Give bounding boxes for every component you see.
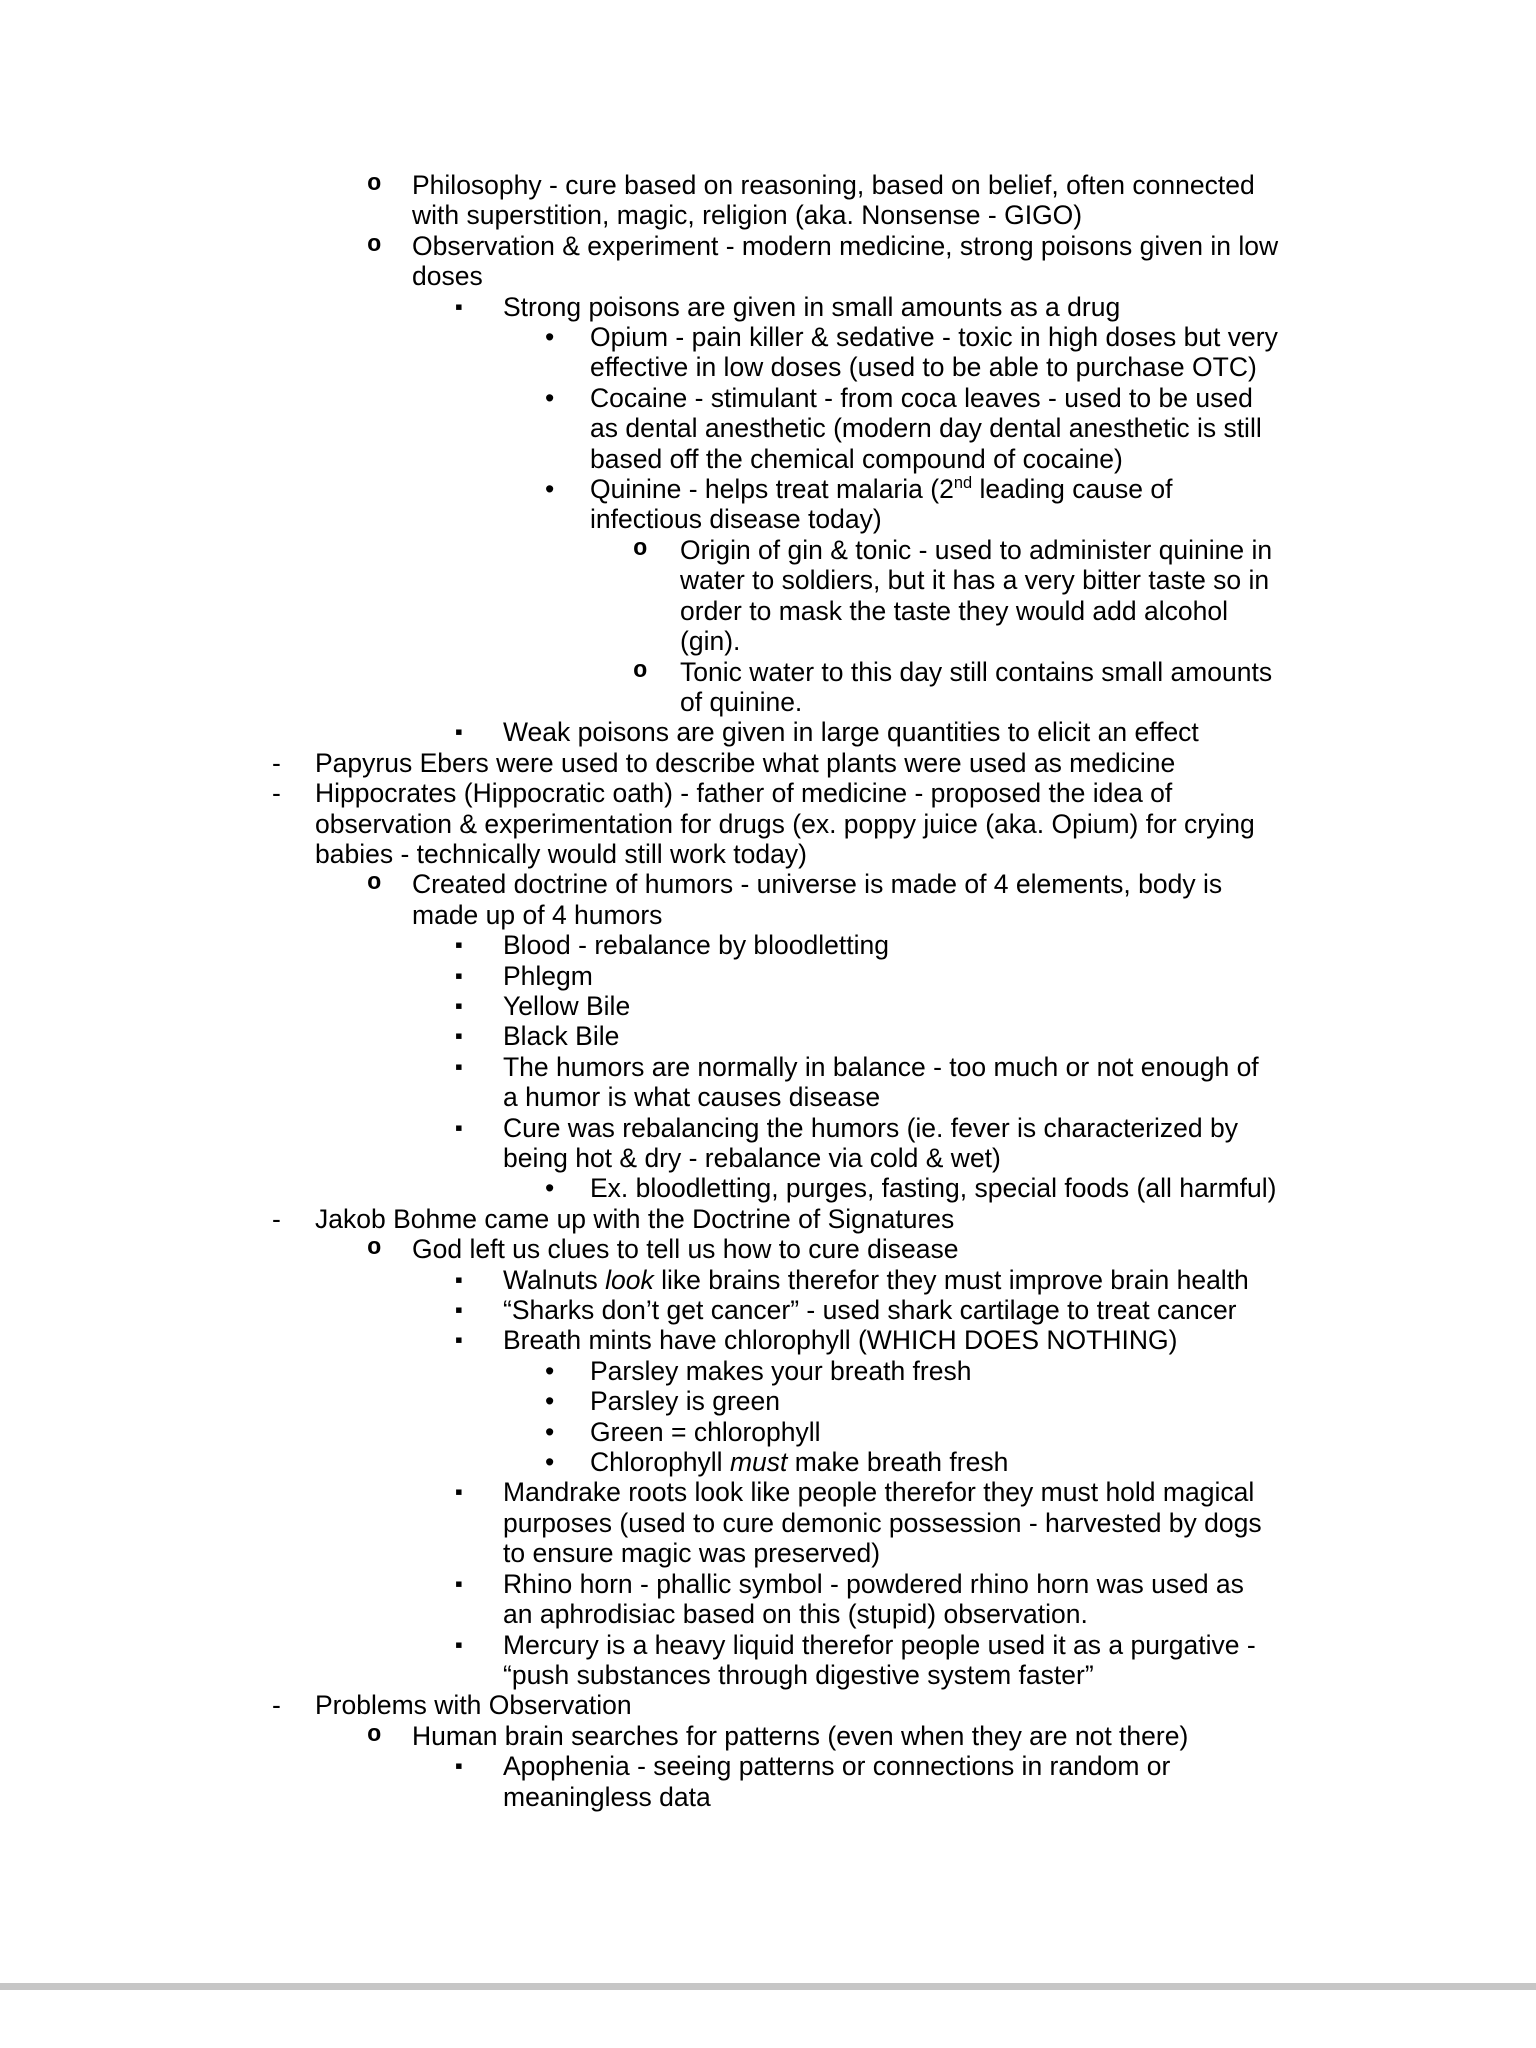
bullet-square-icon: ▪ — [455, 1266, 463, 1292]
bullet-o-icon: o — [633, 657, 648, 685]
list-item-text: Mandrake roots look like people therefor they must hold magical purposes (used to cure demonic possession - harvested by dogs to ensure magic was preserved) — [503, 1477, 1262, 1569]
bullet-square-icon: ▪ — [455, 1023, 463, 1049]
list-item-text: Problems with Observation — [315, 1690, 632, 1721]
list-item — [0, 1356, 1279, 1386]
list-item — [0, 991, 1279, 1021]
list-item-text: Weak poisons are given in large quantities to elicit an effect — [503, 717, 1199, 748]
list-item — [0, 748, 1279, 778]
list-item — [0, 535, 1279, 657]
list-item-text: Black Bile — [503, 1021, 620, 1052]
bullet-square-icon: ▪ — [455, 962, 463, 988]
list-item — [0, 1386, 1279, 1416]
bullet-square-icon: ▪ — [455, 1570, 463, 1596]
bullet-square-icon: ▪ — [455, 293, 463, 319]
list-item — [0, 1630, 1279, 1691]
bullet-square-icon: ▪ — [455, 1327, 463, 1353]
list-item — [0, 1690, 1279, 1720]
list-item-text: Rhino horn - phallic symbol - powdered rhino horn was used as an aphrodisiac based on this (stupid) observation. — [503, 1568, 1244, 1630]
bullet-o-icon: o — [367, 171, 382, 198]
list-item-text: Created doctrine of humors - universe is made of 4 elements, body is made up of 4 humors — [412, 869, 1223, 930]
bullet-square-icon: ▪ — [455, 992, 463, 1018]
list-item-text: Jakob Bohme came up with the Doctrine of Signatures — [315, 1203, 955, 1234]
bullet-o-icon: o — [367, 1721, 382, 1749]
bullet-dash-icon: - — [272, 1203, 281, 1234]
list-item — [0, 778, 1279, 869]
list-item-text: Parsley makes your breath fresh — [590, 1355, 972, 1386]
list-item-text: God left us clues to tell us how to cure disease — [412, 1234, 959, 1265]
list-item — [0, 170, 1279, 231]
list-item — [0, 1234, 1279, 1264]
bullet-square-icon: ▪ — [455, 1053, 463, 1079]
list-item-text: Cocaine - stimulant - from coca leaves - used to be used as dental anesthetic (modern day dental anesthetic is still based off the chemical compound of cocaine) — [590, 382, 1262, 474]
list-item-text: Blood - rebalance by bloodletting — [503, 930, 889, 961]
list-item-text: Strong poisons are given in small amounts as a drug — [503, 291, 1121, 322]
bullet-dot-icon: • — [545, 474, 555, 505]
bullet-square-icon: ▪ — [455, 1753, 463, 1779]
list-item-text: Opium - pain killer & sedative - toxic in high doses but very effective in low doses (used to be able to purchase OTC) — [590, 322, 1278, 383]
list-item — [0, 1113, 1279, 1174]
list-item-text: “Sharks don’t get cancer” - used shark cartilage to treat cancer — [503, 1295, 1237, 1326]
list-item — [0, 292, 1279, 322]
bullet-square-icon: ▪ — [455, 1114, 463, 1140]
list-item-text: Green = chlorophyll — [590, 1416, 821, 1447]
bullet-square-icon: ▪ — [455, 719, 463, 745]
bullet-square-icon: ▪ — [455, 1479, 463, 1505]
list-item-text: Chlorophyll must make breath fresh — [590, 1447, 1009, 1478]
list-item-text: Yellow Bile — [503, 990, 631, 1021]
list-item — [0, 1325, 1279, 1355]
list-item — [0, 383, 1279, 474]
bullet-dot-icon: • — [545, 382, 555, 413]
list-item-text: Phlegm — [503, 960, 593, 991]
bullet-dot-icon: • — [545, 1386, 555, 1417]
list-item-text: Quinine - helps treat malaria (2nd leading cause of infectious disease today) — [590, 474, 1173, 535]
bullet-o-icon: o — [367, 1235, 382, 1263]
list-item — [0, 1477, 1279, 1568]
list-item — [0, 1721, 1279, 1751]
bullet-dot-icon: • — [545, 1173, 555, 1204]
list-item-text: The humors are normally in balance - too much or not enough of a humor is what causes disease — [503, 1051, 1259, 1113]
list-item — [0, 474, 1279, 535]
list-item — [0, 657, 1279, 718]
bullet-dot-icon: • — [545, 1355, 555, 1386]
list-item-text: Cure was rebalancing the humors (ie. fever is characterized by being hot & dry - rebalance via cold & wet) — [503, 1112, 1238, 1173]
bullet-square-icon: ▪ — [455, 932, 463, 958]
bullet-list — [0, 170, 1279, 1812]
list-item — [0, 1021, 1279, 1051]
list-item — [0, 1447, 1279, 1477]
list-item — [0, 1751, 1279, 1812]
list-item-text: Walnuts look like brains therefor they must improve brain health — [503, 1264, 1249, 1295]
list-item-text: Human brain searches for patterns (even when they are not there) — [412, 1720, 1189, 1751]
bullet-o-icon: o — [367, 231, 382, 259]
list-item — [0, 1295, 1279, 1325]
bullet-dash-icon: - — [272, 1690, 281, 1721]
list-item-text: Mercury is a heavy liquid therefor people used it as a purgative - “push substances through digestive system faster” — [503, 1629, 1256, 1690]
list-item-text: Observation & experiment - modern medicine, strong poisons given in low doses — [412, 230, 1279, 292]
list-item-text: Ex. bloodletting, purges, fasting, special foods (all harmful) — [590, 1173, 1277, 1204]
bullet-o-icon: o — [367, 870, 382, 898]
list-item-text: Hippocrates (Hippocratic oath) - father of medicine - proposed the idea of observation & experimentation for drugs (ex. poppy juice (aka. Opium) for crying babies - technically would still work today) — [315, 778, 1255, 869]
list-item-text: Origin of gin & tonic - used to administer quinine in water to soldiers, but it has a very bitter taste so in order to mask the taste they would add alcohol (gin). — [680, 534, 1273, 657]
bullet-dash-icon: - — [272, 778, 281, 809]
list-item — [0, 961, 1279, 991]
list-item — [0, 1417, 1279, 1447]
list-item-text: Parsley is green — [590, 1386, 781, 1417]
list-item — [0, 930, 1279, 960]
page-separator — [0, 1983, 1536, 1990]
list-item — [0, 1204, 1279, 1234]
list-item-text: Apophenia - seeing patterns or connections in random or meaningless data — [503, 1751, 1171, 1812]
bullet-dot-icon: • — [545, 1416, 555, 1447]
list-item — [0, 1052, 1279, 1113]
list-item — [0, 1265, 1279, 1295]
list-item-text: Philosophy - cure based on reasoning, based on belief, often connected with superstition, magic, religion (aka. Nonsense - GIGO) — [412, 170, 1255, 231]
bullet-square-icon: ▪ — [455, 1631, 463, 1657]
bullet-dash-icon: - — [272, 747, 281, 778]
list-item — [0, 1569, 1279, 1630]
bullet-o-icon: o — [633, 535, 648, 563]
list-item — [0, 322, 1279, 383]
list-item-text: Breath mints have chlorophyll (WHICH DOES NOTHING) — [503, 1325, 1178, 1356]
list-item — [0, 717, 1279, 747]
list-item-text: Tonic water to this day still contains small amounts of quinine. — [680, 656, 1273, 717]
list-item — [0, 869, 1279, 930]
bullet-dot-icon: • — [545, 1447, 555, 1478]
list-item-text: Papyrus Ebers were used to describe what plants were used as medicine — [315, 747, 1176, 778]
bullet-dot-icon: • — [545, 322, 555, 353]
bullet-square-icon: ▪ — [455, 1297, 463, 1323]
list-item — [0, 1173, 1279, 1203]
list-item — [0, 231, 1279, 292]
